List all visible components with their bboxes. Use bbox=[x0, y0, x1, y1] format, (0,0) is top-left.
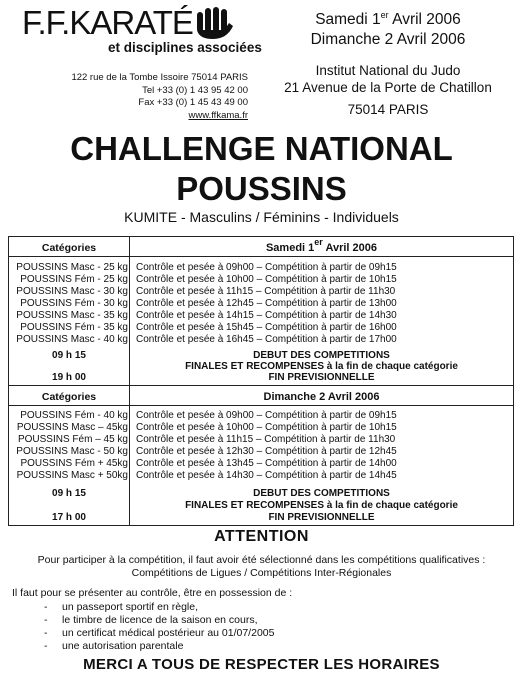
table-divider-day1-header bbox=[8, 256, 514, 257]
list-bullet: - bbox=[44, 614, 48, 626]
category-cell: POUSSINS Masc - 30 kg bbox=[16, 286, 128, 297]
day2-event-finals: FINALES ET RECOMPENSES à la fin de chaque catégorie bbox=[185, 500, 458, 511]
venue-name: Institut National du Judo bbox=[315, 63, 461, 78]
category-cell: POUSSINS Masc - 40 kg bbox=[16, 334, 128, 345]
category-cell: POUSSINS Fém - 40 kg bbox=[20, 410, 128, 421]
categories-header: Catégories bbox=[41, 242, 97, 254]
schedule-cell: Contrôle et pesée à 12h30 – Compétition à partir de 12h45 bbox=[136, 446, 397, 457]
day2-event-end: FIN PREVISIONNELLE bbox=[268, 512, 375, 523]
table-divider-day2-header bbox=[8, 405, 514, 406]
day1-header-text: Samedi 1 bbox=[265, 242, 315, 254]
day1-event-start: DEBUT DES COMPETITIONS bbox=[253, 350, 390, 361]
day1-event-end: FIN PREVISIONNELLE bbox=[268, 372, 375, 383]
requirements-intro: Il faut pour se présenter au contrôle, être en possession de : bbox=[12, 587, 293, 599]
address-street: 122 rue de la Tombe Issoire 75014 PARIS bbox=[71, 72, 248, 83]
date-saturday bbox=[268, 10, 508, 30]
day1-header bbox=[131, 237, 512, 254]
schedule-cell: Contrôle et pesée à 11h15 – Compétition à partir de 11h30 bbox=[136, 434, 396, 445]
address-fax: Fax +33 (0) 1 45 43 49 00 bbox=[138, 97, 248, 108]
schedule-cell: Contrôle et pesée à 16h45 – Compétition à partir de 17h00 bbox=[136, 334, 397, 345]
day1-header-ordinal: er bbox=[314, 237, 323, 247]
day1-event-finals: FINALES ET RECOMPENSES à la fin de chaque catégorie bbox=[185, 361, 458, 372]
schedule-cell: Contrôle et pesée à 09h00 – Compétition à partir de 09h15 bbox=[136, 410, 397, 421]
schedule-cell: Contrôle et pesée à 09h00 – Compétition à partir de 09h15 bbox=[136, 262, 397, 273]
category-cell: POUSSINS Fém – 45 kg bbox=[17, 434, 128, 445]
day2-event-start: DEBUT DES COMPETITIONS bbox=[253, 488, 390, 499]
day1-time-start: 09 h 15 bbox=[52, 350, 86, 361]
day1-time-end: 19 h 00 bbox=[52, 372, 86, 383]
list-item bbox=[44, 614, 258, 626]
category-cell: POUSSINS Masc - 50 kg bbox=[16, 446, 128, 457]
date-saturday-month: Avril 2006 bbox=[388, 11, 461, 28]
event-dates bbox=[268, 10, 508, 50]
categories-header: Catégories bbox=[41, 391, 97, 403]
attention-qualification: Pour participer à la compétition, il faut avoir été sélectionné dans les compétitions qualificatives : bbox=[37, 554, 486, 566]
schedule-cell: Contrôle et pesée à 10h00 – Compétition à partir de 10h15 bbox=[136, 274, 397, 285]
date-sunday: Dimanche 2 Avril 2006 bbox=[310, 31, 466, 48]
logo-subtitle: et disciplines associées bbox=[108, 40, 262, 55]
date-saturday-text: Samedi 1 bbox=[315, 11, 381, 28]
attention-competitions: Compétitions de Ligues / Compétitions Inter-Régionales bbox=[131, 567, 392, 579]
list-item bbox=[44, 640, 183, 652]
page-title-line2: POUSSINS bbox=[176, 170, 347, 207]
page-title-line1: CHALLENGE NATIONAL bbox=[70, 130, 453, 167]
list-item bbox=[44, 601, 198, 613]
table-divider-days bbox=[8, 385, 514, 386]
category-cell: POUSSINS Fém - 30 kg bbox=[20, 298, 128, 309]
category-cell: POUSSINS Masc - 35 kg bbox=[16, 310, 128, 321]
category-cell: POUSSINS Masc - 25 kg bbox=[16, 262, 128, 273]
category-cell: POUSSINS Fém - 35 kg bbox=[20, 322, 128, 333]
federation-address bbox=[22, 72, 248, 122]
schedule-cell: Contrôle et pesée à 13h45 – Compétition à partir de 14h00 bbox=[136, 458, 397, 469]
venue-street: 21 Avenue de la Porte de Chatillon bbox=[284, 80, 492, 95]
category-cell: POUSSINS Fém - 25 kg bbox=[20, 274, 128, 285]
list-item-text: le timbre de licence de la saison en cours, bbox=[62, 614, 258, 626]
list-item-text: une autorisation parentale bbox=[62, 640, 184, 652]
venue-city: 75014 PARIS bbox=[347, 102, 429, 117]
day2-time-end: 17 h 00 bbox=[52, 512, 86, 523]
karate-hand-logo-icon bbox=[195, 6, 235, 40]
website-link[interactable]: www.ffkama.fr bbox=[188, 109, 248, 121]
list-bullet: - bbox=[44, 627, 48, 639]
list-bullet: - bbox=[44, 601, 48, 613]
closing-message: MERCI A TOUS DE RESPECTER LES HORAIRES bbox=[83, 656, 440, 673]
list-item-text: un passeport sportif en règle, bbox=[62, 601, 198, 613]
schedule-cell: Contrôle et pesée à 14h15 – Compétition à partir de 14h30 bbox=[136, 310, 397, 321]
list-bullet: - bbox=[44, 640, 48, 652]
logo-wordmark: F.F.KARATÉ bbox=[22, 4, 193, 41]
page-subtitle: KUMITE - Masculins / Féminins - Individuels bbox=[124, 209, 399, 225]
schedule-cell: Contrôle et pesée à 10h00 – Compétition à partir de 10h15 bbox=[136, 422, 397, 433]
category-cell: POUSSINS Masc + 50kg bbox=[16, 470, 128, 481]
list-item-text: un certificat médical postérieur au 01/07/2005 bbox=[62, 627, 275, 639]
day1-header-month: Avril 2006 bbox=[322, 242, 378, 254]
date-saturday-ordinal: er bbox=[380, 10, 389, 20]
category-cell: POUSSINS Fém + 45kg bbox=[20, 458, 128, 469]
day2-time-start: 09 h 15 bbox=[52, 488, 86, 499]
schedule-cell: Contrôle et pesée à 11h15 – Compétition à partir de 11h30 bbox=[136, 286, 396, 297]
schedule-cell: Contrôle et pesée à 15h45 – Compétition à partir de 16h00 bbox=[136, 322, 397, 333]
venue-address bbox=[268, 62, 508, 118]
attention-heading: ATTENTION bbox=[214, 528, 309, 545]
table-column-divider bbox=[129, 236, 130, 526]
day2-header: Dimanche 2 Avril 2006 bbox=[263, 391, 380, 403]
category-cell: POUSSINS Masc – 45kg bbox=[16, 422, 128, 433]
schedule-cell: Contrôle et pesée à 14h30 – Compétition à partir de 14h45 bbox=[136, 470, 397, 481]
schedule-cell: Contrôle et pesée à 12h45 – Compétition à partir de 13h00 bbox=[136, 298, 397, 309]
list-item bbox=[44, 627, 274, 639]
address-phone: Tel +33 (0) 1 43 95 42 00 bbox=[142, 84, 248, 96]
